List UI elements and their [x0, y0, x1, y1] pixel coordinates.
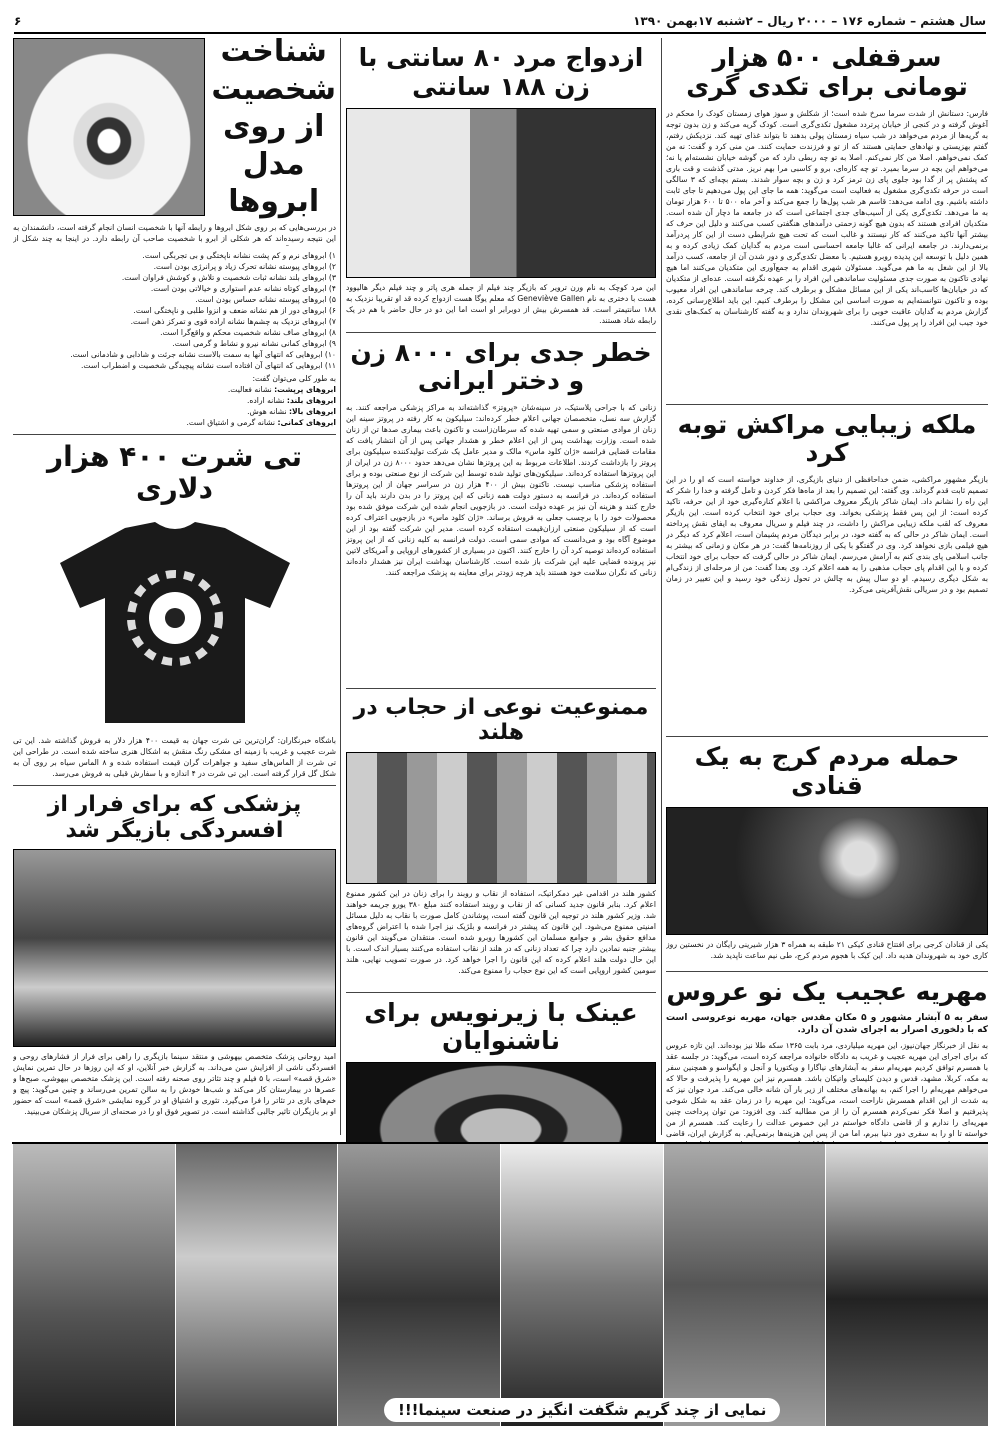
photo-caption: این مرد کوچک به نام ورن ترویر که بازیگر چند فیلم از جمله هری پاتر و چند فیلم دیگر هالیوود هست با دختری به نام Geneviève Gallen که معلم یوگا هست ازدواج کرده قد او تقریبا نزدیک به ۱۸۸ سانتیمتر است. قد همسرش بیش از دوبرابر او است اما این دو در حال حاضر با هم در یک رابطه شاد هستند.	[346, 282, 656, 325]
eyebrow-list-item: ۹) ابروهای کمانی نشانه نیرو و نشاط و گرمی است.	[172, 339, 336, 348]
portrait-avatar	[12, 1144, 175, 1426]
divider	[666, 971, 988, 972]
article-title: ممنوعیت نوعی از حجاب در هلند	[353, 695, 649, 746]
article-begging-license	[666, 44, 988, 398]
article-netherlands-veil	[346, 695, 656, 986]
article-title: سرقفلی ۵۰۰ هزار تومانی برای تکدی گری	[686, 43, 968, 101]
column-right	[666, 38, 988, 1139]
eyebrow-list-item: ۲) ابروهای پیوسته نشانه تحرک زیاد و پرانرژی بودن است.	[153, 262, 336, 271]
portrait-actor	[500, 1144, 663, 1426]
article-body: کشور هلند در اقدامی غیر دمکراتیک، استفاده از نقاب و روبند را برای زنان در این کشور ممنوع اعلام کرد. بنابر قانون جدید کسانی که از نقاب و روبند استفاده کنند مبلغ ۳۸۰ یورو جریمه خواهند شد. وزیر کشور هلند در توجیه این قانون گفته است، پوشاندن کامل صورت با نقاب به دلیل مسائل امنیتی ممنوع می‌شود. این قانون که پیشتر در فرانسه و بلژیک نیز اجرا شده با اعتراض گروه‌های مدافع حقوق بشر و جوامع مسلمان این کشورها روبرو شده است. منتقدان می‌گویند این قانون بیشتر جنبه نمادین دارد چرا که تعداد زنانی که در هلند از نقاب استفاده می‌کنند بسیار اندک است. با این حال دولت هلند اعلام کرده که این قانون را اجرا خواهد کرد. در صورت تصویب نهایی، هلند سومین کشور اروپایی است که این نوع حجاب را ممنوع می‌کند.	[346, 888, 656, 975]
tshirt-photo	[13, 511, 336, 735]
page-number: ۶	[14, 14, 22, 28]
eyebrow-list-item: ۳) ابروهای بلند نشانه ثبات شخصیت و تلاش و کوشش فراوان است.	[121, 273, 336, 282]
eyebrow-list-item: ۱۱) ابروهایی که انتهای آن افتاده است نشانه پیچیدگی شخصیت و اضطراب است.	[81, 361, 336, 370]
portrait-actress	[175, 1144, 338, 1426]
summary-item	[13, 406, 336, 417]
article-subhead: سفر به ۵ آبشار مشهور و ۵ مکان مقدس جهان، مهریه نوعروسی است که با دلخوری اصرار به اجرای شدن آن دارد.	[666, 1013, 988, 1036]
article-body: امید روحانی پزشک متخصص بیهوشی و منتقد سینما بازیگری را راهی برای فرار از فشارهای روحی و افسردگی ناشی از افزایش سن می‌داند. به گزارش خبر آنلاین، او که این روزها در حال تمرین نمایش «شرق قصه» است، با ۵ فیلم و چند تئاتر روی صحنه رفته است. این پزشک متخصص بیهوشی، صبح‌ها و عصرها در بیمارستان کار می‌کند و شب‌ها خودش را به سالن تمرین می‌رساند و چنین می‌گوید: پیچ و خم‌های بازی در تئاتر را فرا می‌گیرد. تئوری و اشتیاق او در گروه نمایشی «شرق قصه» است که حضور او بر بازیگران تاثیر جالبی گذاشته است. در تصویر فوق او را در صحنه‌ای از سریال پزشکان می‌بینید.	[13, 1051, 336, 1116]
divider	[13, 434, 336, 435]
veiled-women-photo	[346, 752, 656, 884]
actors-scene-photo	[13, 849, 336, 1047]
article-title: عینک با زیرنویس برای ناشنوایان	[364, 997, 638, 1056]
summary-value: نشانه اراده.	[247, 396, 285, 405]
crowd-photo	[666, 807, 988, 935]
column-middle	[346, 38, 656, 1135]
portrait-ape-makeup	[663, 1144, 826, 1426]
article-title: خطر جدی برای ۸۰۰۰ زن و دختر ایرانی	[350, 337, 652, 396]
article-body: بازیگر مشهور مراکشی، ضمن خداحافظی از دنیای بازیگری، از خداوند خواسته است که او را در این تصمیم ثابت قدم گرداند. وی گفته: این تصمیم را بعد از ماه‌ها فکر کردن و تامل گرفته و خدا را شکر که این راه را نشانم داد. ایمان شاکر بازیگر معروف مراکشی با اعلام کناره‌گیری خود از این حرفه، تاکید کرده است: از این پس فقط پزشکی بخواند. وی حجاب برای خود انتخاب کرده است. این بازیگر معروف که لقب ملکه زیبایی مراکش را داشت، در چند فیلم و سریال معروف به ایفای نقش پرداخته است. ایمان شاکر در حالی که به گفته خود، در برابر دیدگان مردم پشیمان است، اعلام کرد که دیگر در هیچ فیلمی بازی نخواهد کرد. وی در گفتگو با یکی از روزنامه‌ها گفت: در هر مکان و زمانی که بیشتر به جانب اسلامی پای بندی کنم به آرامش می‌رسم. ایمان شاکر در حالی گرفت که حجاب برای خود انتخاب کرده و با این اقدام پای حجاب مذهبی را به همه اعلام کرد. وی بعدا گفت: من از مرحله‌ای از زندگی‌ام به شکل دیگری رسیدم. او دو سال پیش به چالش در تحول زندگی خود رسید و این تغییر در زمان تصمیم بود و در سریالی نقش‌آفرینی می‌کرد.	[666, 475, 988, 594]
couple-photo	[346, 108, 656, 278]
article-body: به نقل از خبرنگار جهان‌نیوز، این مهریه میلیاردی، مرد بابت ۱۳۶۵ سکه طلا نیز بوده‌اند. این تازه عروس که برای اجرای این مهریه عجیب و غریب به دادگاه خانواده مراجعه کرده است، می‌گوید: در جلسه عقد با همسرم توافق کردیم مهریه‌ام سفر به آبشارهای نیاگارا و ویکتوریا و آنجل و ایگواسو و همچنین سفر به مکه، کربلا، مشهد، قدس و دیدن کلیسای واتیکان باشد. همسرم نیز این مهریه را پذیرفت و حالا که می‌خواهم مهریه‌ام را اجرا کنم، به بهانه‌های مختلف از زیر بار آن شانه خالی می‌کند. مرد جوان نیز که به شدت از این اقدام همسرش ناراحت است، می‌گوید: این مهریه را در زمان عقد به شکل شوخی پذیرفتیم و اصلا فکر نمی‌کردم همسرم آن را از من مطالبه کند. وی افزود: من توان پرداخت چنین مهریه‌ای را ندارم و از قاضی دادگاه خواستم در این خصوص عدالت را رعایت کند. همسرم از من خواسته تا او را به سفری دور دنیا ببرم، اما من از پس این هزینه‌ها برنمی‌آیم. به گزارش ایران، قاضی	[666, 1041, 988, 1139]
eyebrow-list-item: ۱۰) ابروهایی که انتهای آنها به سمت بالاست نشانه جرئت و شادابی و شادمانی است.	[70, 350, 336, 359]
eye-photo	[13, 38, 205, 216]
summary-item	[13, 417, 336, 428]
article-title: شناخت شخصیت از روی مدل ابروها	[211, 34, 336, 220]
column-rule	[340, 38, 341, 1135]
masthead	[14, 10, 986, 34]
eyebrow-list-item: ۶) ابروهای دور از هم نشانه ضعف و انزوا طلبی و ناپختگی است.	[133, 306, 336, 315]
article-tshirt	[13, 441, 336, 779]
eyebrow-list-item: ۴) ابروهای کوتاه نشانه عدم استواری و خیالاتی بودن است.	[150, 284, 336, 293]
eyebrow-list-item: ۵) ابروهای پیوسته نشانه حساس بودن است.	[195, 295, 336, 304]
article-title: ملکه زیبایی مراکش توبه کرد	[677, 409, 977, 468]
summary-value: نشانه هوش.	[247, 407, 287, 416]
summary-key: ابروهای پرپشت:	[274, 385, 336, 394]
summary-list	[13, 384, 336, 428]
eyebrow-list-item: ۸) ابروهای صاف نشانه شخصیت محکم و واقع‌گرا است.	[160, 328, 336, 337]
summary-value: نشانه فعالیت.	[227, 385, 272, 394]
divider	[346, 992, 656, 993]
eyebrow-list-item: ۷) ابروهای نزدیک به چشم‌ها نشانه اراده قوی و تمرکز ذهن است.	[130, 317, 336, 326]
strip-caption: نمایی از چند گریم شگفت انگیز در صنعت سینما!!!	[384, 1398, 780, 1422]
column-left	[13, 34, 336, 1135]
divider	[666, 404, 988, 405]
summary-item	[13, 395, 336, 406]
article-title: پزشکی که برای فرار از افسردگی بازیگر شد	[47, 792, 302, 843]
issue-info: سال هشتم – شماره ۱۷۶ – ۲۰۰۰ ریال – ۲شنبه ۱۷بهمن ۱۳۹۰	[633, 14, 986, 28]
article-short-man-marriage	[346, 44, 656, 326]
article-title: مهریه عجیب یک نو عروس	[666, 976, 988, 1006]
photo-caption: یکی از قنادان کرجی برای افتتاح قنادی کیکی ۲۱ طبقه به همراه ۳ هزار شیرینی رایگان در نخستین روز کاری خود به شهروندان هدیه داد. این کیک با هجوم مردم کرج، طی نیم ساعت ناپدید شد.	[666, 939, 988, 960]
column-rule	[661, 38, 662, 1135]
summary-key: ابروهای کمانی:	[277, 418, 336, 427]
summary-key: ابروهای بالا:	[288, 407, 336, 416]
article-title: تی شرت ۴۰۰ هزار دلاری	[46, 440, 302, 506]
article-karaj-pastry	[666, 743, 988, 965]
summary-value: نشانه گرمی و اشتیاق است.	[186, 418, 276, 427]
article-title: ازدواج مرد ۸۰ سانتی با زن ۱۸۸ سانتی	[358, 43, 644, 101]
divider	[666, 736, 988, 737]
divider	[346, 332, 656, 333]
divider	[346, 688, 656, 689]
article-doctor-actor	[13, 792, 336, 1143]
portrait-bald-man	[337, 1144, 500, 1426]
makeup-photo-strip	[12, 1142, 988, 1426]
article-intro: در بررسی‌هایی که بر روی شکل ابروها و رابطه آنها با شخصیت انسان انجام گرفته است، دانشمندان به این نتیجه رسیده‌اند که هر شکلی از ابرو با شخصیت صاحب آن رابطه دارد. در اینجا به چند شکل از	[13, 223, 336, 243]
summary-intro: به طور کلی می‌توان گفت:	[252, 374, 336, 383]
eyebrow-list	[13, 250, 336, 371]
summary-key: ابروهای بلند:	[286, 396, 336, 405]
eyebrow-header	[13, 34, 336, 220]
portrait-man	[825, 1144, 988, 1426]
article-eyebrows	[13, 34, 336, 428]
article-morocco-actress	[666, 411, 988, 731]
article-body: زنانی که با جراحی پلاستیک، در سینه‌شان «پروتز» گذاشته‌اند به مراکز پزشکی مراجعه کنند. به گزارش سه نسل، متخصصان جهانی اعلام خطر کرده‌اند: سیلیکون به کار رفته در پروتز سینه این زنان از موادی صنعتی و سمی تهیه شده که سرطان‌زاست و تاکنون باعث بیماری صدها تن از زنان شده است. وزارت بهداشت پس از این اعلام خطر و هشدار جهانی پس از آن انتشار یافت که مقامات قضایی فرانسه «ژان کلود ماس» مالک و مدیر عامل یک شرکت تولیدکننده سیلیکون برای پروتز را بازداشت کردند. اطلاعات مربوط به این پروتزها نشان می‌دهد حدود ۸۰۰۰ زن در ایران از این پروتزها استفاده کرده‌اند. سیلیکون‌های تولید شده توسط این شرکت از نوع صنعتی بوده و برای استفاده پزشکی مناسب نیست. تاکنون بیش از ۴۰۰ هزار زن در سراسر جهان از این پروتزها استفاده کرده‌اند. در فرانسه به دستور دولت همه زنانی که این پروتز را در بدن دارند باید آن را خارج کنند و هزینه آن نیز بر عهده دولت است. در بازجویی انجام شده این شرکت موفق شده بود محصولات خود را با برچسب جعلی به فروش برساند. «ژان کلود ماس» در بازجویی اعتراف کرده است که از سیلیکون صنعتی ارزان‌قیمت استفاده کرده است. مدیر این شرکت گفته بود از این موضوع آگاه بود و می‌دانست که موادی سمی است. دولت فرانسه به کلیه زنانی که از این پروتز استفاده کرده‌اند توصیه کرد آن را خارج کنند. اکنون در بسیاری از کشورهای اروپایی و آمریکای لاتین نیز پرونده قضایی علیه این شرکت باز شده است. کارشناسان بهداشت ایران نیز هشدار داده‌اند زنانی که نگران سلامت خود هستند باید هرچه زودتر برای معاینه به پزشک مراجعه کنند.	[346, 403, 656, 577]
eyebrow-list-item: ۱) ابروهای نرم و کم پشت نشانه ناپختگی و بی تجربگی است.	[142, 251, 336, 260]
article-implant-danger	[346, 339, 656, 683]
photo-caption: باشگاه خبرنگاران: گران‌ترین تی شرت جهان به قیمت ۴۰۰ هزار دلار به فروش گذاشته شد. این تی شرت عجیب و غریب با زمینه ای مشکی رنگ منقش به اشکال هنری ساخته شده است. در طراحی این تی شرت از الماس‌های سفید و جواهرات گران قیمت استفاده شده و ۸ الماس سیاه بر روی آن به شکل گل قرار گرفته است. این تی شرت در ۴ اندازه و با سفارش قبلی به فروش می‌رسد.	[13, 736, 336, 779]
divider	[13, 785, 336, 786]
article-title: حمله مردم کرج به یک قنادی	[694, 742, 960, 800]
article-body: فارس: دستانش از شدت سرما سرخ شده است؛ از شکلش و سوز هوای زمستان کودک را محکم در آغوش گرفته و در کنجی از خیابان پرتردد مشغول تکدی‌گری است. کودک گریه می‌کند و زن بدون توجه به گریه‌ها از مردم می‌خواهد در شب سیاه زمستان پولی بدهند تا بتواند غذای تهیه کند. نزدیکش رفتم، گفتم بهزیستی و نهادهای حمایتی هستند که از تو و فرزندت حمایت کنند. من منی کرد و گفت: نه من کمک نمی‌خواهم. اصلا من کار نمی‌کنم. اصلا به تو چه ربطی دارد که من گوشه خیابان نشسته‌ام یا نه؛ می‌خواهم این بچه در سرما بمیرد. تو چه کاره‌ای، برو و کاسبی مرا بهم نریز. مدتی گذشت و قت باری که پشتش پر از گدا بود جلوی پای زن ترمز کرد و زن و بچه سوار شدند. بستم بچه‌ای که ۳ سالگی است در حرفه تکدی‌گری مشغول به فعالیت است می‌گوید: همه ما جای این پول می‌دهیم تا جای ثابت داشته باشیم. وی ادامه می‌دهد: قاسم هر شب پول‌ها را جمع می‌کند و آخر ماه ۵۰۰ تا ۶۰۰ هزار تومان به ما می‌دهد. تکدی‌گری یکی از آسیب‌های جدی اجتماعی است که در جامعه ما دچار آن شده است. متکدیان افرادی هستند که بدون هیچ گونه زحمتی درآمدهای هنگفتی کسب می‌کنند و دلیل این حرف که بیشتر آنها تاکید می‌کنند که کار نیستند و غالب است که تحت هیچ شرایطی دست از این کار پردرآمد برنمی‌دارند. در جامعه ایرانی که غالبا جامعه احساسی است مردم به گدایان کمک زیادی کرده و به همین دلیل با توسعه این پدیده روبرو هستیم. با معضل تکدی‌گری و دور شدن آن از جامعه، کسب درآمد بالا از این شغل به ما هم می‌گوید. مسئولان شهری اقدام به جمع‌آوری این متکدیان می‌کنند اما هیچ نهادی تاکنون به صورت جدی مسئولیت ساماندهی این افراد را بر عهده نگرفته است. عده‌ای از متکدیان که در خیابان‌ها کاسب‌اند یکی از این مسائل مشکل و برطرف کند. چرخه ساماندهی این افراد معیوب بوده و تاکنون نتوانسته‌ایم به صورت اساسی این مشکل را برطرف کنیم. این باید اطلاع‌رسانی کرده، گزارش مردم به گدایان عاقبت خوبی را برای شهروندان ندارد و به گفته کارشناسان به کمک‌های نقدی خود جیب این افراد را پر پول می‌کنند.	[666, 108, 988, 327]
tshirt-icon	[55, 518, 295, 728]
summary-item	[13, 384, 336, 395]
